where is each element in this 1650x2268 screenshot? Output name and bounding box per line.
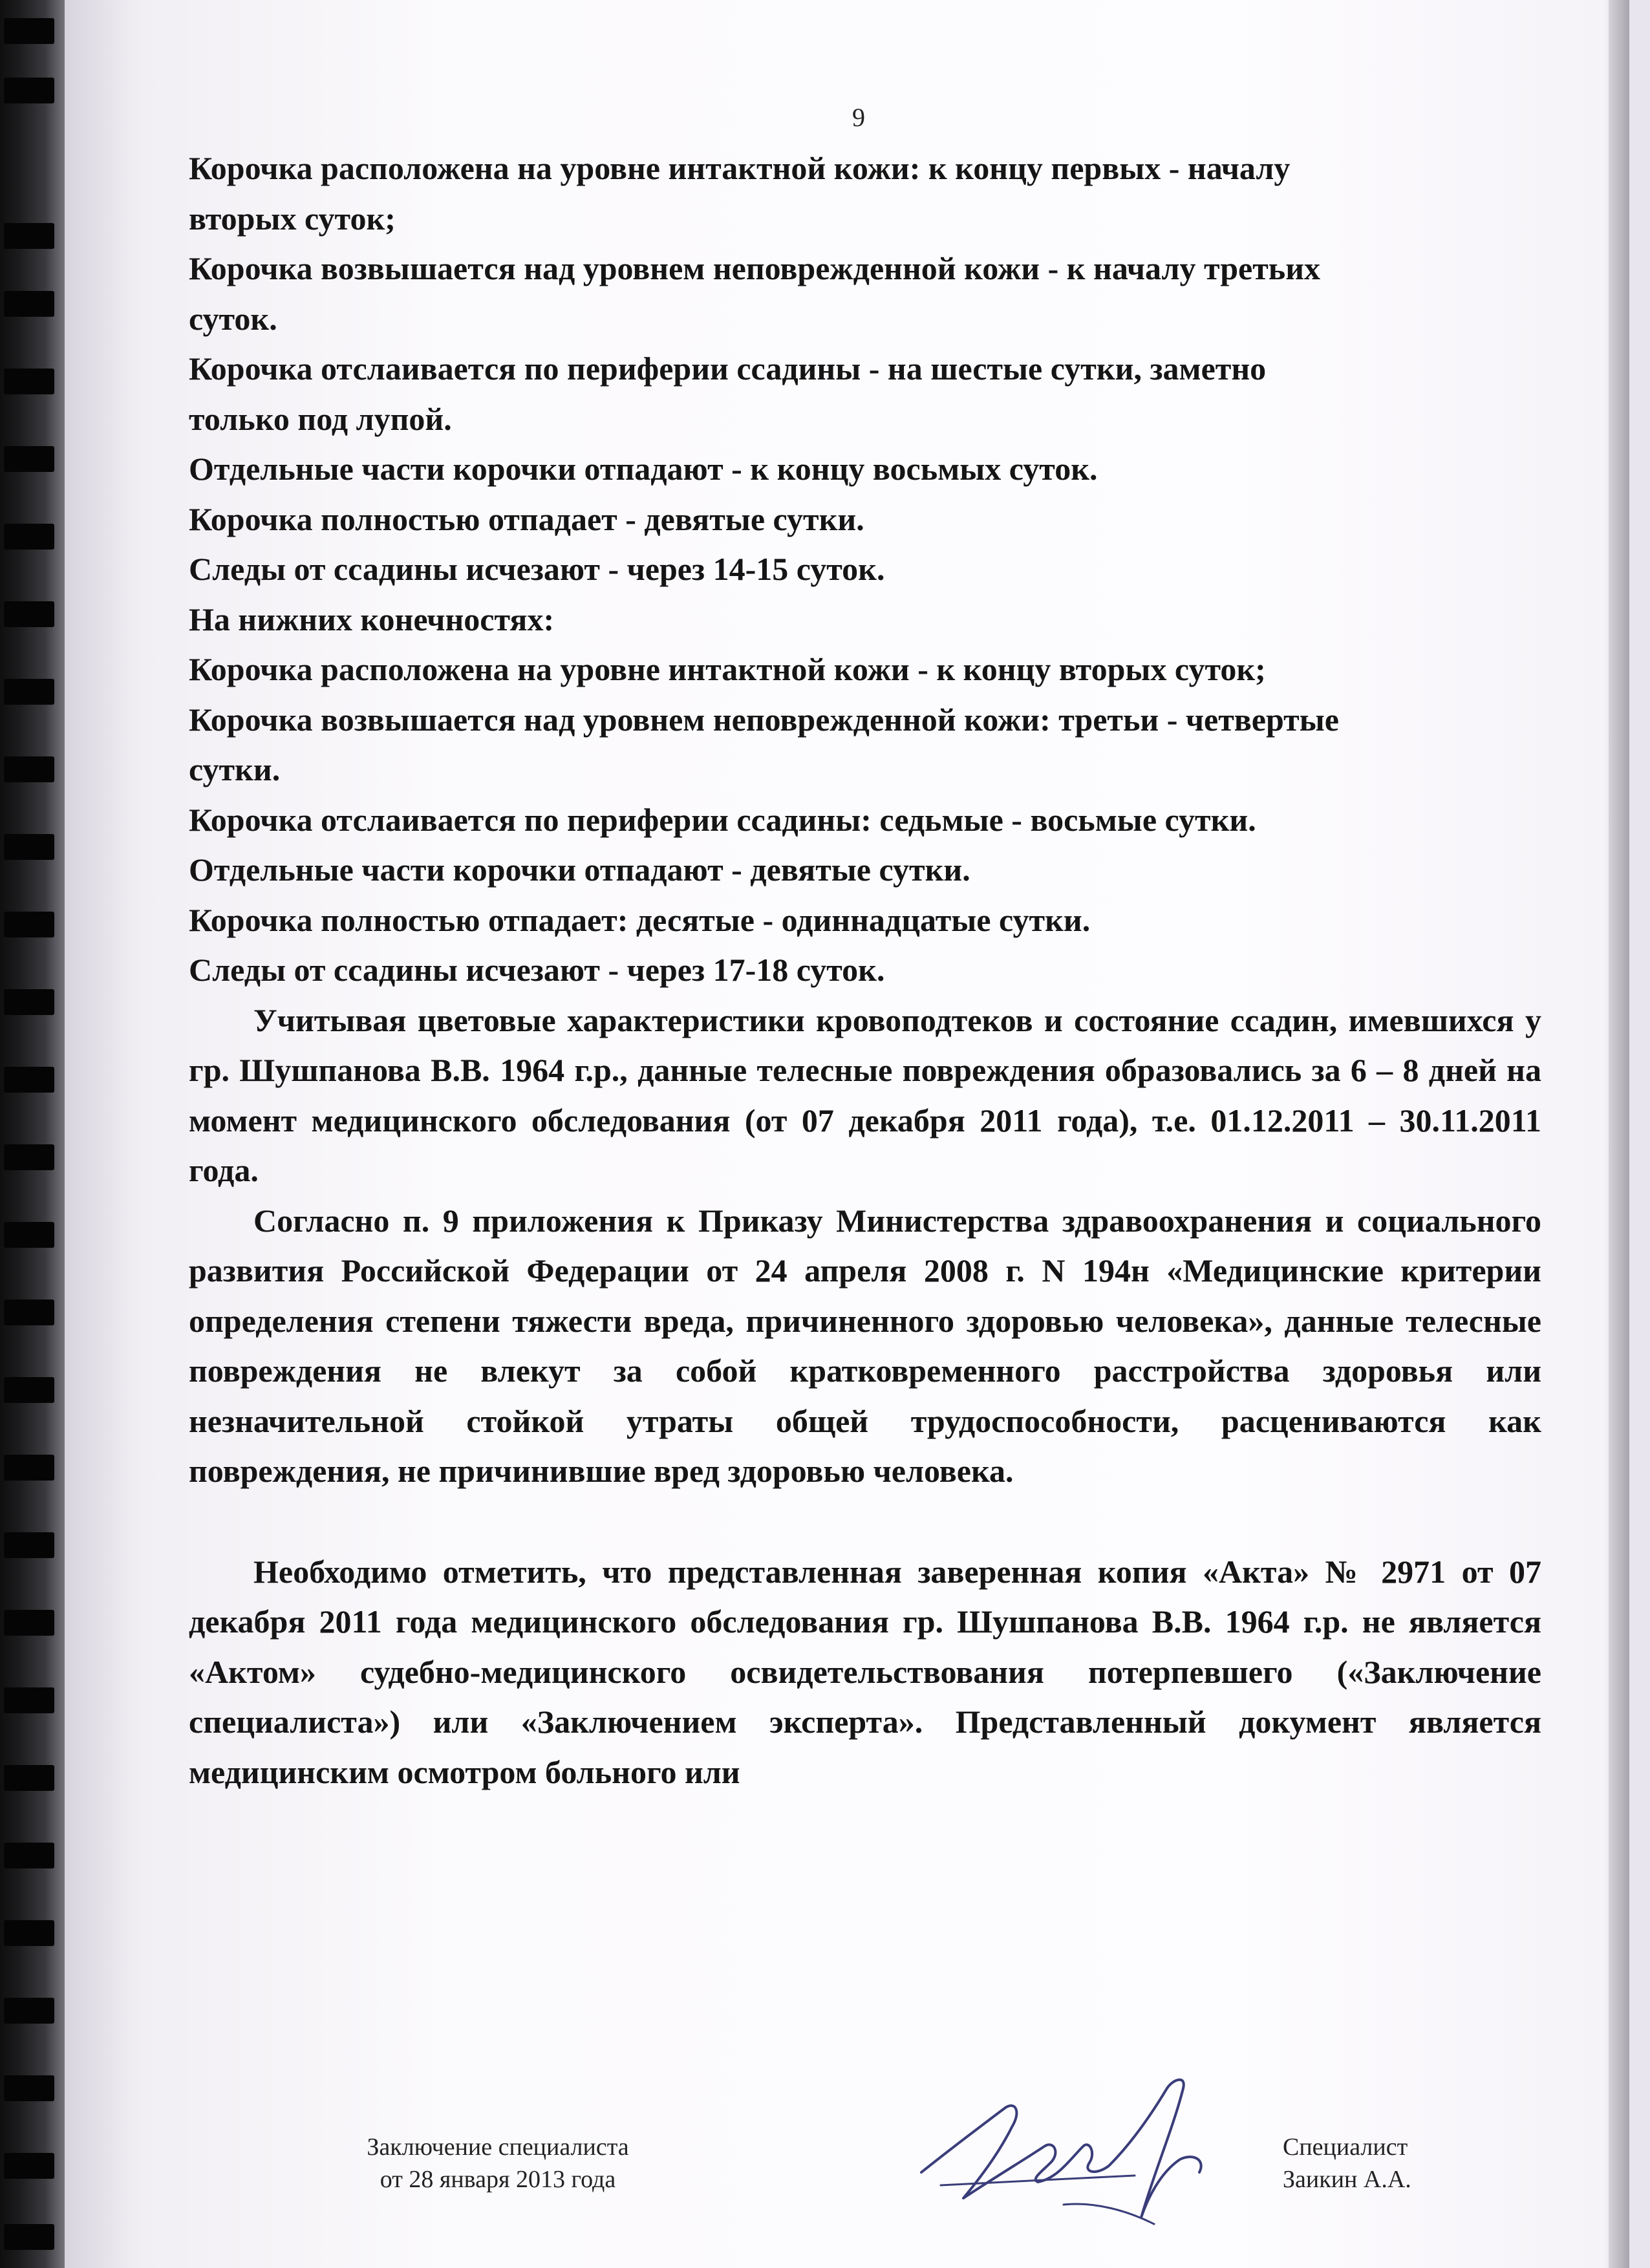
handwritten-signature bbox=[902, 2049, 1264, 2243]
binding-hole bbox=[4, 1687, 54, 1713]
text-line: Следы от ссадины исчезают - через 17-18 суток. bbox=[189, 952, 885, 988]
text-line: Отдельные части корочки отпадают - девятые сутки. bbox=[189, 851, 970, 888]
paragraph-act-note: Необходимо отметить, что представленная заверенная копия «Акта» № 2971 от 07 декабря 2011 года медицинского обследования гр. Шушпанова В.В. 1964 г.р. не является «Актом» судебно-медицинского освидетельствования потерпевшего («Заключение специалиста») или «Заключением эксперта». Представленный документ является медицинским осмотром больного или bbox=[189, 1553, 1541, 1790]
binding-hole bbox=[4, 291, 54, 317]
binding-hole bbox=[4, 1067, 54, 1093]
footer-date-line: от 28 января 2013 года bbox=[380, 2166, 616, 2193]
binding-hole bbox=[4, 989, 54, 1015]
binding-hole bbox=[4, 18, 54, 44]
binding-hole bbox=[4, 1455, 54, 1481]
binding-hole bbox=[4, 1144, 54, 1170]
text-line: вторых суток; bbox=[189, 200, 396, 237]
paragraph-spacer bbox=[189, 1497, 1541, 1547]
binding-hole bbox=[4, 1377, 54, 1403]
binding-hole bbox=[4, 1222, 54, 1248]
text-line: Корочка отслаивается по периферии ссадины: седьмые - восьмые сутки. bbox=[189, 801, 1256, 838]
text-line: Отдельные части корочки отпадают - к концу восьмых суток. bbox=[189, 451, 1098, 487]
text-line: Корочка полностью отпадает - девятые сутки. bbox=[189, 500, 864, 537]
text-line: Корочка возвышается над уровнем неповрежденной кожи: третьи - четвертые bbox=[189, 701, 1339, 738]
binding-hole bbox=[4, 1532, 54, 1558]
paragraph-injury-dating: Учитывая цветовые характеристики кровоподтеков и состояние ссадин, имевшихся у гр. Шушпанова В.В. 1964 г.р., данные телесные повреждения образовались за 6 – 8 дней на момент медицинского обследования (от 07 декабря 2011 года), т.е. 01.12.2011 – 30.11.2011 года. bbox=[189, 1001, 1541, 1188]
text-line: суток. bbox=[189, 300, 277, 337]
text-line: Корочка возвышается над уровнем неповрежденной кожи - к началу третьих bbox=[189, 250, 1320, 286]
binding-hole bbox=[4, 912, 54, 937]
text-line: только под лупой. bbox=[189, 400, 452, 437]
binding-hole bbox=[4, 1843, 54, 1868]
footer-document-title bbox=[349, 2131, 647, 2196]
binding-hole bbox=[4, 524, 54, 550]
binding-hole bbox=[4, 1610, 54, 1636]
document-body bbox=[189, 144, 1541, 1797]
binding-hole bbox=[4, 446, 54, 472]
text-line: Корочка расположена на уровне интактной кожи - к концу вторых суток; bbox=[189, 651, 1266, 687]
binding-hole bbox=[4, 2224, 54, 2250]
footer-name-line: Заикин А.А. bbox=[1283, 2166, 1411, 2193]
binding-hole bbox=[4, 679, 54, 705]
text-line: Следы от ссадины исчезают - через 14-15 суток. bbox=[189, 551, 885, 587]
binding-hole bbox=[4, 2075, 54, 2101]
text-line: сутки. bbox=[189, 751, 281, 787]
section-heading: На нижних конечностях: bbox=[189, 601, 555, 637]
binding-hole bbox=[4, 756, 54, 782]
binding-hole bbox=[4, 78, 54, 103]
binding-hole bbox=[4, 223, 54, 249]
footer-title-line: Заключение специалиста bbox=[367, 2134, 629, 2161]
page-edge bbox=[1609, 0, 1629, 2268]
binding-hole bbox=[4, 369, 54, 394]
binding-hole bbox=[4, 1998, 54, 2024]
binding-hole bbox=[4, 1920, 54, 1946]
binding-hole bbox=[4, 2153, 54, 2179]
binding-hole bbox=[4, 834, 54, 860]
text-line: Корочка отслаивается по периферии ссадины - на шестые сутки, заметно bbox=[189, 350, 1267, 387]
page-number: 9 bbox=[852, 103, 865, 132]
binding-hole bbox=[4, 601, 54, 627]
binding-hole bbox=[4, 1765, 54, 1791]
binding-hole bbox=[4, 1300, 54, 1325]
text-line: Корочка расположена на уровне интактной кожи: к концу первых - началу bbox=[189, 150, 1291, 186]
footer-specialist bbox=[1283, 2131, 1496, 2196]
text-line: Корочка полностью отпадает: десятые - одиннадцатые сутки. bbox=[189, 901, 1091, 938]
footer-role-line: Специалист bbox=[1283, 2134, 1408, 2161]
paragraph-severity-assessment: Согласно п. 9 приложения к Приказу Министерства здравоохранения и социального развития Российской Федерации от 24 апреля 2008 г. N 194н «Медицинские критерии определения степени тяжести вреда, причиненного здоровью человека», данные телесные повреждения не влекут за собой кратковременного расстройства здоровья или незначительной стойкой утраты общей трудоспособности, расцениваются как повреждения, не причинившие вред здоровью человека. bbox=[189, 1202, 1541, 1489]
